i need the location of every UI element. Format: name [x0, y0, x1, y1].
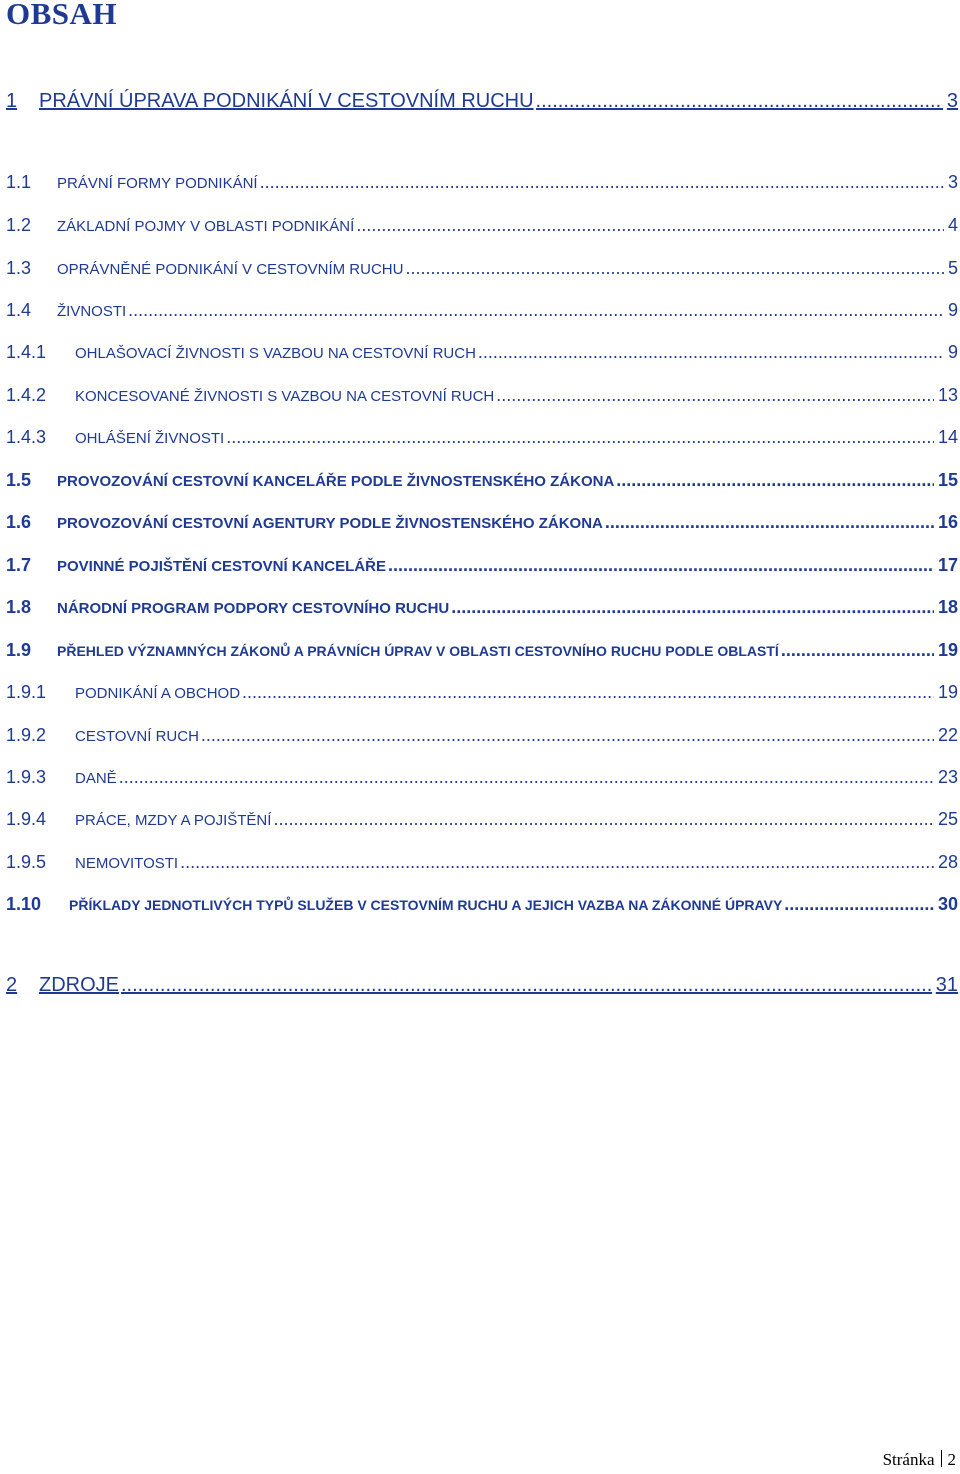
toc-title: OHLÁŠENÍ ŽIVNOSTI — [75, 430, 225, 447]
toc-title: DANĚ — [75, 770, 117, 787]
toc-page: 15 — [937, 470, 958, 490]
toc-leader — [226, 427, 934, 448]
toc-leader — [388, 555, 934, 576]
toc-number: 1.9.1 — [6, 682, 47, 702]
toc-page: 30 — [937, 894, 958, 914]
toc-entry[interactable] — [6, 809, 960, 830]
toc-page: 23 — [937, 767, 958, 787]
toc-title: PROVOZOVÁNÍ CESTOVNÍ AGENTURY PODLE ŽIVNOSTENSKÉHO ZÁKONA — [57, 515, 603, 532]
toc-number: 1.9.4 — [6, 809, 47, 829]
toc-page: 17 — [937, 555, 958, 575]
toc-leader — [605, 512, 934, 533]
toc-entry[interactable] — [6, 215, 960, 236]
toc-entry[interactable] — [6, 258, 960, 279]
toc-title: PRÁVNÍ ÚPRAVA PODNIKÁNÍ V CESTOVNÍM RUCHU — [39, 90, 534, 112]
toc-title: ZÁKLADNÍ POJMY V OBLASTI PODNIKÁNÍ — [57, 218, 355, 235]
toc-page: 28 — [937, 852, 958, 872]
toc-entry[interactable] — [6, 852, 960, 873]
toc-entry[interactable] — [6, 172, 960, 193]
toc-number: 1.9.2 — [6, 725, 47, 745]
toc-entry[interactable] — [6, 512, 960, 533]
toc-number: 1.4.1 — [6, 342, 47, 362]
toc-leader — [405, 258, 944, 279]
toc-title: PROVOZOVÁNÍ CESTOVNÍ KANCELÁŘE PODLE ŽIVNOSTENSKÉHO ZÁKONA — [57, 473, 615, 490]
toc-page: 19 — [937, 682, 958, 702]
toc-title: NEMOVITOSTI — [75, 855, 179, 872]
toc-leader — [781, 640, 934, 661]
toc-page: 22 — [937, 725, 958, 745]
toc-entry[interactable] — [6, 974, 960, 997]
toc-leader — [273, 809, 934, 830]
toc-leader — [119, 767, 934, 788]
footer-separator — [941, 1450, 942, 1467]
toc-entry[interactable] — [6, 725, 960, 746]
toc-page: 31 — [935, 974, 958, 996]
toc-leader — [180, 852, 934, 873]
toc-leader — [478, 342, 944, 363]
toc-number: 1.4 — [6, 300, 32, 320]
toc-leader — [536, 90, 943, 113]
toc-number: 1.4.3 — [6, 427, 47, 447]
toc-number: 1 — [6, 90, 18, 112]
toc-title: ŽIVNOSTI — [57, 303, 127, 320]
toc-entry[interactable] — [6, 385, 960, 406]
toc-leader — [784, 894, 934, 915]
toc-leader — [356, 215, 944, 236]
toc-number: 1.3 — [6, 258, 32, 278]
toc-entry[interactable] — [6, 470, 960, 491]
toc-title: ZDROJE — [39, 974, 119, 996]
footer-label: Stránka — [882, 1450, 935, 1469]
toc-leader — [496, 385, 934, 406]
toc-title: NÁRODNÍ PROGRAM PODPORY CESTOVNÍHO RUCHU — [57, 600, 450, 617]
toc-title: OPRÁVNĚNÉ PODNIKÁNÍ V CESTOVNÍM RUCHU — [57, 261, 404, 278]
toc-entry[interactable] — [6, 682, 960, 703]
toc-leader — [128, 300, 944, 321]
toc-page: 3 — [946, 90, 958, 112]
toc-entry[interactable] — [6, 767, 960, 788]
toc-page: 9 — [947, 300, 958, 320]
toc-page: 16 — [937, 512, 958, 532]
toc-entry[interactable] — [6, 300, 960, 321]
toc-page: 25 — [937, 809, 958, 829]
toc-page: 5 — [947, 258, 958, 278]
toc-page: 9 — [947, 342, 958, 362]
toc-number: 1.9.5 — [6, 852, 47, 872]
toc-title: PRÁCE, MZDY A POJIŠTĚNÍ — [75, 812, 272, 829]
toc-leader — [616, 470, 934, 491]
toc-entry[interactable] — [6, 427, 960, 448]
toc-leader — [260, 172, 944, 193]
toc-number: 2 — [6, 974, 18, 996]
toc-entry[interactable] — [6, 555, 960, 576]
toc-number: 1.9 — [6, 640, 32, 660]
toc-page: 3 — [947, 172, 958, 192]
toc-title: PODNIKÁNÍ A OBCHOD — [75, 685, 241, 702]
toc-number: 1.6 — [6, 512, 32, 532]
toc-entry[interactable] — [6, 90, 960, 113]
toc-number: 1.4.2 — [6, 385, 47, 405]
toc-leader — [242, 682, 934, 703]
toc-leader — [201, 725, 934, 746]
toc-title: CESTOVNÍ RUCH — [75, 728, 199, 745]
toc-entry[interactable] — [6, 342, 960, 363]
toc-number: 1.2 — [6, 215, 32, 235]
toc-number: 1.7 — [6, 555, 32, 575]
toc-title: OHLAŠOVACÍ ŽIVNOSTI S VAZBOU NA CESTOVNÍ RUCH — [75, 345, 476, 362]
toc-title: POVINNÉ POJIŠTĚNÍ CESTOVNÍ KANCELÁŘE — [57, 558, 386, 575]
toc-page: 19 — [937, 640, 958, 660]
toc-number: 1.10 — [6, 894, 42, 914]
toc-leader — [121, 974, 932, 997]
toc-title: KONCESOVANÉ ŽIVNOSTI S VAZBOU NA CESTOVNÍ RUCH — [75, 388, 495, 405]
toc-title: PRÁVNÍ FORMY PODNIKÁNÍ — [57, 175, 258, 192]
page-footer — [883, 1450, 956, 1470]
toc-number: 1.5 — [6, 470, 32, 490]
toc-entry[interactable] — [6, 894, 960, 915]
toc-page: 14 — [937, 427, 958, 447]
footer-page-number: 2 — [947, 1450, 956, 1469]
page-title: OBSAH — [6, 0, 118, 31]
toc-title: PŘÍKLADY JEDNOTLIVÝCH TYPŮ SLUŽEB V CESTOVNÍM RUCHU A JEJICH VAZBA NA ZÁKONNÉ ÚPRAVY — [69, 897, 783, 913]
toc-page: 4 — [947, 215, 958, 235]
toc-number: 1.1 — [6, 172, 32, 192]
toc-page: 18 — [937, 597, 958, 617]
toc-leader — [451, 597, 934, 618]
toc-entry[interactable] — [6, 597, 960, 618]
toc-number: 1.9.3 — [6, 767, 47, 787]
toc-page: 13 — [937, 385, 958, 405]
toc-title: PŘEHLED VÝZNAMNÝCH ZÁKONŮ A PRÁVNÍCH ÚPRAV V OBLASTI CESTOVNÍHO RUCHU PODLE OBLASTÍ — [57, 643, 779, 659]
toc-entry[interactable] — [6, 640, 960, 661]
toc-number: 1.8 — [6, 597, 32, 617]
